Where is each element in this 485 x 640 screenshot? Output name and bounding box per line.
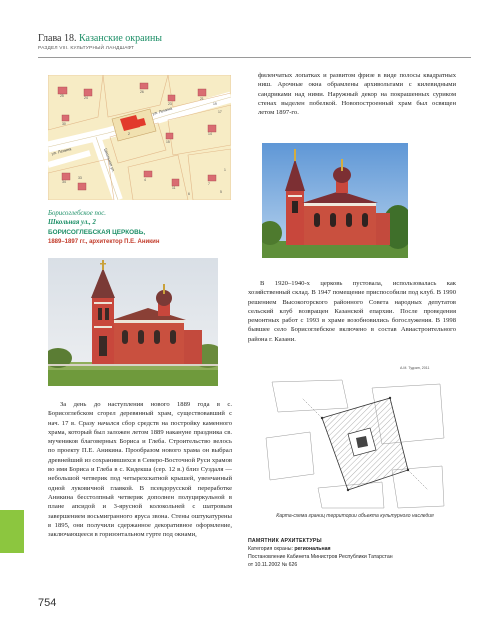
map-house-number: 1: [224, 168, 226, 172]
map-street-label: ул. Ленина: [51, 146, 72, 156]
caption-dates: 1889–1897 гг., архитектор П.Е. Аникин: [48, 239, 160, 245]
boundary-scheme-caption: Карта-схема границ территории объекта культурного наследия: [276, 513, 434, 519]
map-house-number: 15: [166, 140, 170, 144]
header-divider: [38, 57, 471, 58]
caption-place: Борисоглебское пос.: [48, 210, 106, 217]
map-house-number: 11: [172, 186, 176, 190]
body-text-left: За день до наступления нового 1889 года в с. Борисоглебском сгорел деревянный храм, существовавший с нач. 17 в. Сразу начался сбор средств на постройку каменного храма, который был заложен летом 1889 накануне праздника св. мучеников благоверных Бориса и Глеба. Строительство велось по проекту П.Е. Аникина. Прообразом нового храма он выбрал древнейший из сохранившихся в Северо-Восточной Руси храмов во имя Бориса и Глеба в с. Кидекша (сер. 12 в.) близ Суздаля — небольшой четверик под четырехскатной крышей, увенчанный одной луковичной главкой. В псевдорусской переработке Аникина бесстолпный четверик дополнен полуциркульной в плане апсидой и 3-ярусной колокольней с шатровым завершением восьмигранного яруса звона. Стены оштукатурены в 1895, они получили сдержанное декоративное оформление, заключающееся в горизонтальном гурте под окнами,: [48, 401, 232, 539]
map-street-label: ул. Ленина: [151, 105, 173, 116]
monument-heading: ПАМЯТНИК АРХИТЕКТУРЫ: [248, 538, 322, 544]
chapter-header: [38, 33, 162, 44]
map-house-number: 25: [60, 94, 64, 98]
decree-text: Постановление Кабинета Министров Республики Татарстан: [248, 554, 393, 560]
map-drawing: [48, 75, 231, 200]
map-house-number: 33: [78, 176, 82, 180]
map-house-number: 17: [218, 110, 222, 114]
location-map: [48, 75, 231, 200]
body-text-middle-right: В 1920–1940-х церковь пустовала, использовалась как хозяйственный склад. В 1947 помещение приспособили под клуб. В 1990 решением Высокогорского районного Совета народных депутатов сельский клуб возвращен Казанской епархии. После проведения ремонтных работ с 1993 в храме возобновились богослужения. В 1998 бывшее село Борисоглебское включено в состав Авиастроительного района г. Казани.: [248, 280, 456, 343]
chapter-title: Казанские окраины: [79, 33, 163, 44]
decree-date: от 10.11.2002 № 626: [248, 562, 298, 568]
author-signature: А.М. Тудзин, 2011: [400, 366, 430, 370]
boundary-scheme-drawing: [262, 378, 448, 510]
boundary-scheme-map: [262, 378, 448, 510]
map-house-number: 6: [188, 192, 190, 196]
church-photo-second: [262, 143, 408, 258]
caption-address: Школьная ул., 2: [48, 219, 96, 226]
map-street-label: Школьная ул.: [103, 147, 117, 173]
body-text-top-right: филенчатых лопатках и развитом фризе в виде полосы квадратных ниш. Арочные окна обрамлены архивольтами с килевидными сандриками над ними. Наружный декор на покрашенных суриком стенах выделен побелкой. Новопостроенный храм был освящен летом 1897-го.: [258, 72, 456, 117]
map-house-number: 23: [168, 102, 172, 106]
map-house-number: 4: [144, 178, 146, 182]
map-house-number: 34: [62, 180, 66, 184]
church-photo-drawing: [262, 143, 408, 258]
church-photo-main: [48, 258, 218, 386]
map-house-number: 30: [62, 122, 66, 126]
map-house-number: 2: [128, 132, 130, 136]
page-number: 754: [38, 597, 57, 609]
chapter-number: Глава 18.: [38, 33, 77, 44]
map-house-number: 21: [200, 97, 204, 101]
map-house-number: 26: [140, 90, 144, 94]
map-house-number: 5: [220, 190, 222, 194]
protection-category-label: Категория охраны:: [248, 546, 293, 552]
chapter-color-tab: [0, 510, 24, 553]
map-house-number: 24: [84, 96, 88, 100]
section-title: РАЗДЕЛ VIII. КУЛЬТУРНЫЙ ЛАНДШАФТ: [38, 46, 135, 51]
map-house-number: 7: [208, 182, 210, 186]
protection-category-value: региональная: [294, 546, 331, 552]
church-photo-drawing: [48, 258, 218, 386]
caption-church-name: БОРИСОГЛЕБСКАЯ ЦЕРКОВЬ,: [48, 229, 146, 236]
map-house-number: 19: [213, 102, 217, 106]
protection-category: [248, 546, 458, 553]
map-house-number: 14: [208, 132, 212, 136]
